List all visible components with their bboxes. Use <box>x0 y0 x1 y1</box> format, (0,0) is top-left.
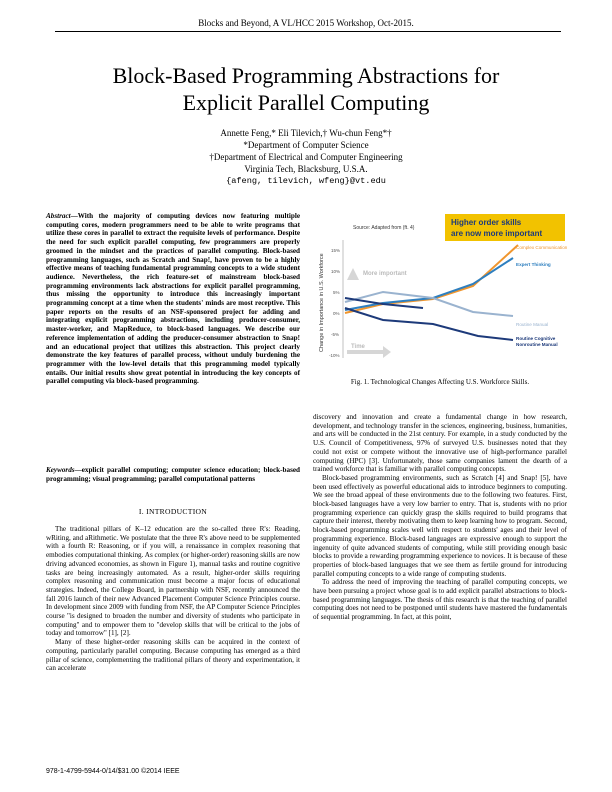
keywords-label: Keywords <box>46 466 75 474</box>
author-names: Annette Feng,* Eli Tilevich,† Wu-chun Feng*† <box>220 128 392 138</box>
headline-line-1: Higher order skills <box>451 218 522 227</box>
label-nonroutine-manual: Nonroutine Manual <box>516 342 558 347</box>
workforce-skills-chart <box>313 212 567 367</box>
affiliation: Virginia Tech, Blacksburg, U.S.A. <box>244 164 368 174</box>
figure-1 <box>313 212 567 367</box>
y-tick-label: 5% <box>333 290 340 295</box>
keywords-text: —explicit parallel computing; computer science education; block-based programming; visual programming; parallel computational patterns <box>46 466 300 483</box>
body-paragraph: Block-based programming environments, such as Scratch [4] and Snap! [5], have been used effectively as powerful educational aids to introduce beginners to computing. We see the broad appeal of these environments due to the following two features. First, block-based languages have a very low barrier to entry. That is, students with no prior programming experience can quickly grasp the skills required to build programs that capture their interest, thereby motivating them to keep learning how to program. Second, block-based programming scales well with respect to students' ages and their level of programming experience. Block-based languages are expressive enough to support the ingenuity of quite advanced students of computing, while still providing enough basic blocks to provide a rewarding programming experience to novices. It is because of these properties of block-based languages that we see them as fertile ground for introducing parallel computing concepts to a wide range of computing students. <box>313 473 568 578</box>
paper-title <box>40 62 572 116</box>
series-routine-manual <box>345 292 513 316</box>
department-ece: †Department of Electrical and Computer Engineering <box>209 152 403 162</box>
y-axis-label: Change in Importance in U.S. Workforce <box>319 253 325 352</box>
source-note: Source: Adapted from (ft. 4) <box>353 225 415 231</box>
label-complex-communication-text: Complex Communication <box>516 245 567 250</box>
department-cs: *Department of Computer Science <box>243 140 369 150</box>
body-paragraph: discovery and innovation and create a fundamental change in how research, development, and technology transfer in the sciences, engineering, business, humanities, and arts will be conducted in the 21st century. For example, in a study conducted by the U.S. Council of Competitiveness, 97% of surveyed U.S. businesses noted that they could not exist or compete without the innovative use of high-performance parallel computing (HPC) [3]. Unfortunately, those same companies lament the dearth of a trained workforce that is familiar with parallel computing concepts. <box>313 413 567 474</box>
more-important-arrow <box>347 268 359 280</box>
y-tick-label: 15% <box>331 248 341 253</box>
label-routine-manual: Routine Manual <box>516 322 549 327</box>
header-rule <box>55 31 561 32</box>
intro-paragraph: Many of these higher-order reasoning skills can be acquired in the context of computing, particularly parallel computing. Because computing has emerged as a third pillar of science, complementing the traditional pillars of theory and experimentation, it can accelerate <box>46 638 300 673</box>
running-header: Blocks and Beyond, A VL/HCC 2015 Workshop, Oct-2015. <box>198 18 414 28</box>
headline-line-2: are now more important <box>451 229 543 238</box>
keywords <box>46 466 300 483</box>
title-line-2: Explicit Parallel Computing <box>182 90 430 115</box>
more-important-label <box>363 271 407 277</box>
y-tick-label: 0% <box>333 311 340 316</box>
abstract-text: —With the majority of computing devices now featuring multiple computing cores, modern programmers need to be able to write programs that utilize these cores in parallel to extract the requisite levels of performance. Despite the need for such explicit parallel computing, few programmers are properly groomed in the mindset and the practices of parallel computing. Block-based programming languages, such as Scratch and Snap!, have proven to be a highly effective means of teaching fundamental programming concepts to a wide student audience. Nevertheless, the rich feature-set of mainstream block-based programming environments lack abstractions for explicit parallel programming, thus missing the opportunity to introduce this increasingly important programming concept at a time when the students' minds are most receptive. This paper reports on the results of an NSF-sponsored project for adding and integrating explicit programming abstractions, including producer-consumer, master-worker, and MapReduce, to block-based languages. We describe our reference implementation of adding the producer-consumer abstraction to Snap! and an educational project that utilizes this abstraction. This project clearly demonstrate the key features of parallel process, without unduly burdening the programmer with the low-level details that this programming model typically entails. Our initial results show great potential in introducing the key concepts of parallel computing via block-based programming. <box>46 212 300 386</box>
label-routine-cognitive: Routine Cognitive <box>516 336 556 341</box>
time-label: Time <box>351 344 365 350</box>
label-expert-thinking: Expert Thinking <box>516 262 551 267</box>
introduction-body <box>46 525 300 673</box>
section-title-introduction: I. INTRODUCTION <box>138 507 208 516</box>
author-block <box>60 127 552 187</box>
y-tick-label: -5% <box>331 332 340 337</box>
author-emails: {afeng, tilevich, wfeng}@vt.edu <box>226 176 386 186</box>
figure-caption: Fig. 1. Technological Changes Affecting U.S. Workforce Skills. <box>350 378 530 386</box>
more-important-text: More important <box>363 271 407 277</box>
body-paragraph: To address the need of improving the teaching of parallel computing concepts, we have been pursuing a project whose goal is to add explicit parallel abstractions to block-based programming languages. The thesis of this research is that the teaching of parallel computing does not need to be postponed until students have mastered the fundamentals of sequential programming. In fact, at this point, <box>313 578 567 622</box>
y-tick-label: 10% <box>331 269 341 274</box>
abstract <box>46 212 300 386</box>
copyright-footer: 978-1-4799-5944-0/14/$31.00 ©2014 IEEE <box>46 768 180 775</box>
y-tick-label: -10% <box>329 353 340 358</box>
label-complex-communication <box>516 245 567 250</box>
abstract-label: Abstract <box>46 212 71 220</box>
right-column-body <box>313 413 567 622</box>
title-line-1: Block-Based Programming Abstractions for <box>112 63 500 88</box>
intro-paragraph: The traditional pillars of K–12 education are the so-called three R's: Reading, wRiting, and aRithmetic. We postulate that the three R's above need to be supplemented with a fourth R: Reasoning, or if you will, a renaissance in complex reasoning that embodies computational thinking. As complex (or higher-order) reasoning skills are now driving advanced economies, as shown in Figure 1), manual tasks and routine cognitive tasks are being increasingly automated. As a result, higher-order skills requiring complex reasoning and communication must become a major focus of educational strategies. Indeed, the College Board, in partnership with NSF, recently announced the fall 2016 launch of their new Advanced Placement Computer Science Principles course. In development since 2009 with funding from NSF, the AP Computer Science Principles course "is designed to broaden the number and diversity of students who participate in computing" and to empower them to "develop skills that will be critical to the jobs of today and tomorrow" [1], [2]. <box>46 525 300 638</box>
